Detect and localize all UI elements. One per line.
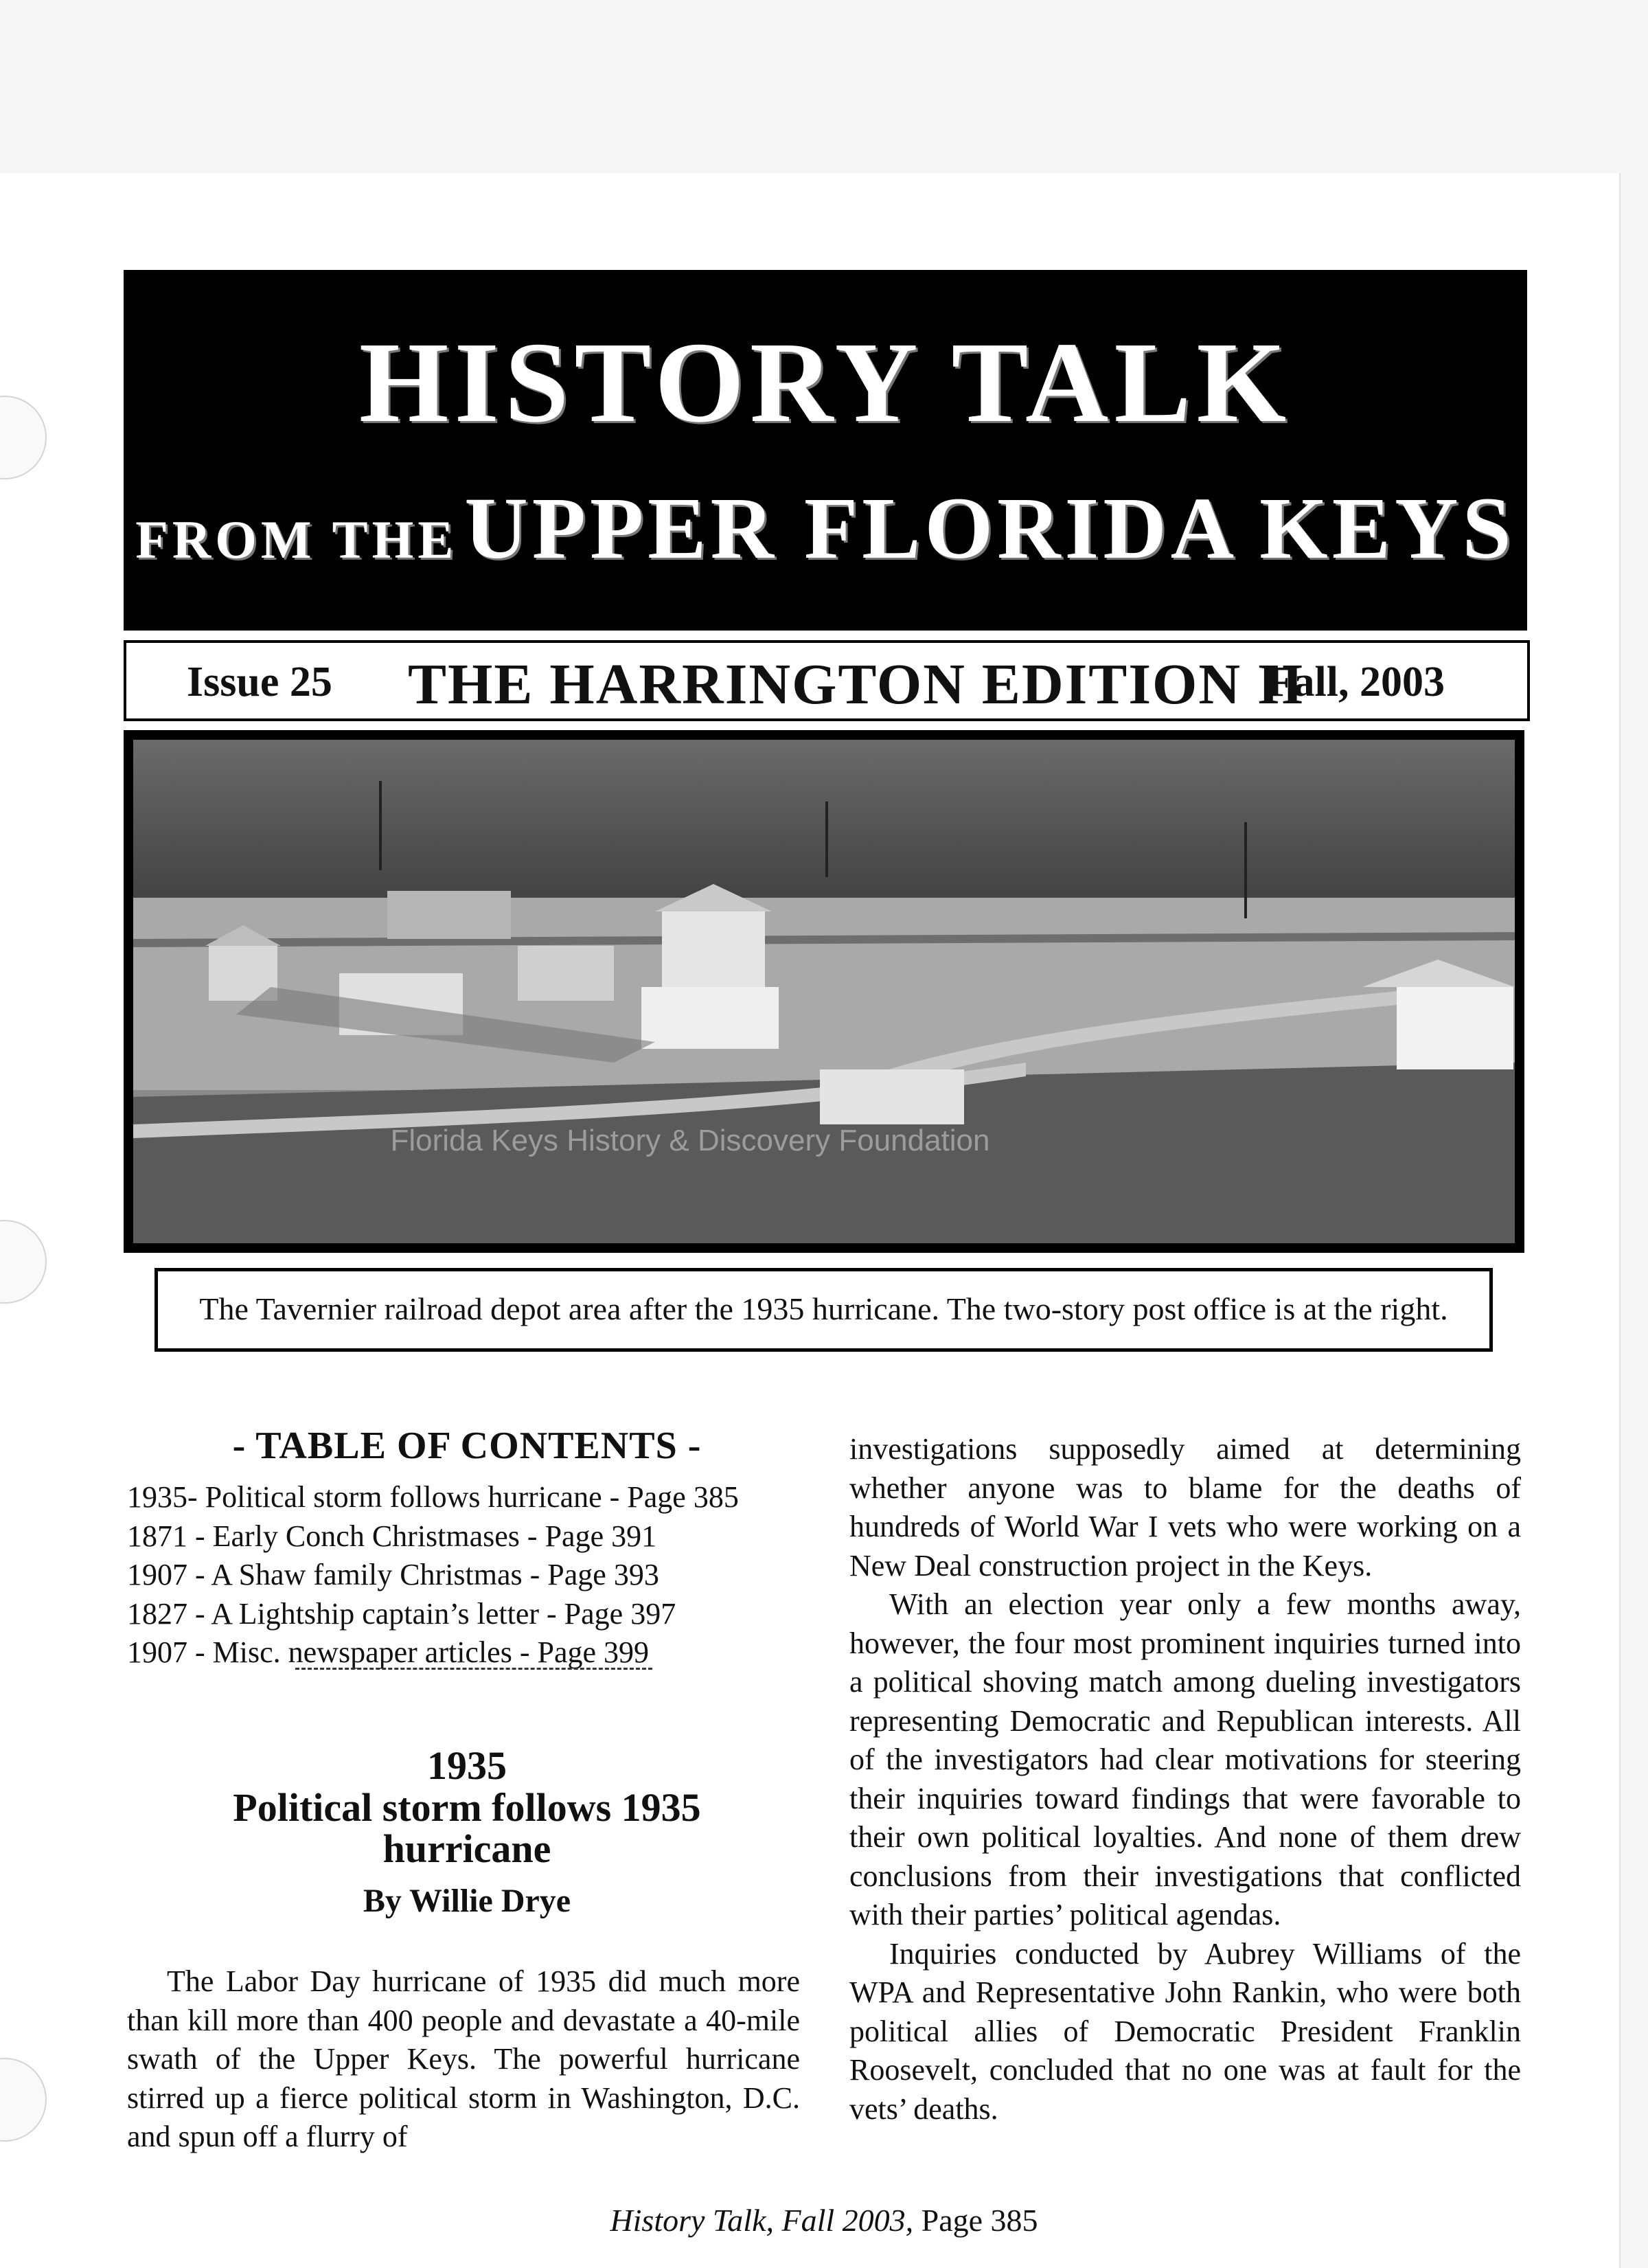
article-column-left <box>127 1962 800 2157</box>
article-heading <box>124 1745 810 1920</box>
toc-title: - TABLE OF CONTENTS - <box>232 1425 702 1467</box>
issue-number: Issue 25 <box>187 659 332 705</box>
punch-hole-middle <box>0 1220 47 1304</box>
article-byline: By Willie Drye <box>363 1883 571 1919</box>
article-title-line1: Political storm follows 1935 <box>233 1785 701 1830</box>
masthead <box>124 270 1527 631</box>
article-paragraph: Inquiries conducted by Aubrey Williams of the WPA and Representative John Rankin, who were both political allies of Democratic President Franklin Roosevelt, concluded that no one was at fault for the vets’ deaths. <box>849 1936 1521 2126</box>
article-paragraph: The Labor Day hurricane of 1935 did much more than kill more than 400 people and devastate a 40-mile swath of the Upper Keys. The powerful hurricane stirred up a fierce political storm in Washington, D.C. and spun off a flurry of <box>127 1964 800 2153</box>
photo-caption: The Tavernier railroad depot area after the 1935 hurricane. The two-story post office is at the right. <box>154 1268 1493 1352</box>
photo-image <box>133 740 1515 1243</box>
masthead-subtitle <box>124 479 1527 577</box>
toc-item: 1827 - A Lightship captain’s letter - Page 397 <box>127 1596 676 1631</box>
photo-watermark: Florida Keys History & Discovery Foundation <box>390 1124 990 1157</box>
toc-item: 1935- Political storm follows hurricane - Page 385 <box>127 1480 739 1514</box>
toc-divider <box>295 1668 652 1670</box>
hurricane-photo <box>124 730 1524 1253</box>
toc-item: 1907 - A Shaw family Christmas - Page 393 <box>127 1558 659 1591</box>
page-footer <box>0 2202 1648 2238</box>
masthead-subtitle-big: UPPER FLORIDA KEYS <box>464 479 1515 577</box>
edition-title: THE HARRINGTON EDITION II <box>408 653 1305 716</box>
article-title-line2: hurricane <box>382 1826 551 1871</box>
masthead-subtitle-small: FROM THE <box>135 510 458 569</box>
table-of-contents <box>127 1478 821 1672</box>
footer-publication: History Talk, Fall 2003, <box>610 2203 914 2238</box>
masthead-title: HISTORY TALK <box>358 319 1292 446</box>
article-paragraph: investigations supposedly aimed at determining whether anyone was to blame for the deaths of hundreds of World War I vets who were working on a New Deal construction project in the Keys. <box>849 1432 1521 1583</box>
issue-season: Fall, 2003 <box>1267 659 1445 705</box>
punch-hole-bottom <box>0 2058 47 2142</box>
issue-bar <box>124 640 1530 721</box>
toc-item: 1871 - Early Conch Christmases - Page 391 <box>127 1519 657 1553</box>
article-paragraph: With an election year only a few months away, however, the four most prominent inquiries turned into a political shoving match among dueling investigators representing Democratic and Republican interests. All of the investigators had clear motivations for steering their inquiries toward findings that were favorable to their own political loyalties. And none of them drew conclusions from their investigations that conflicted with their parties’ political agendas. <box>849 1587 1521 1931</box>
footer-page-number: Page 385 <box>921 2203 1038 2238</box>
toc-item: 1907 - Misc. newspaper articles - Page 399 <box>127 1635 650 1669</box>
punch-hole-top <box>0 396 47 479</box>
article-year: 1935 <box>427 1743 507 1788</box>
article-column-right <box>849 1430 1521 2129</box>
